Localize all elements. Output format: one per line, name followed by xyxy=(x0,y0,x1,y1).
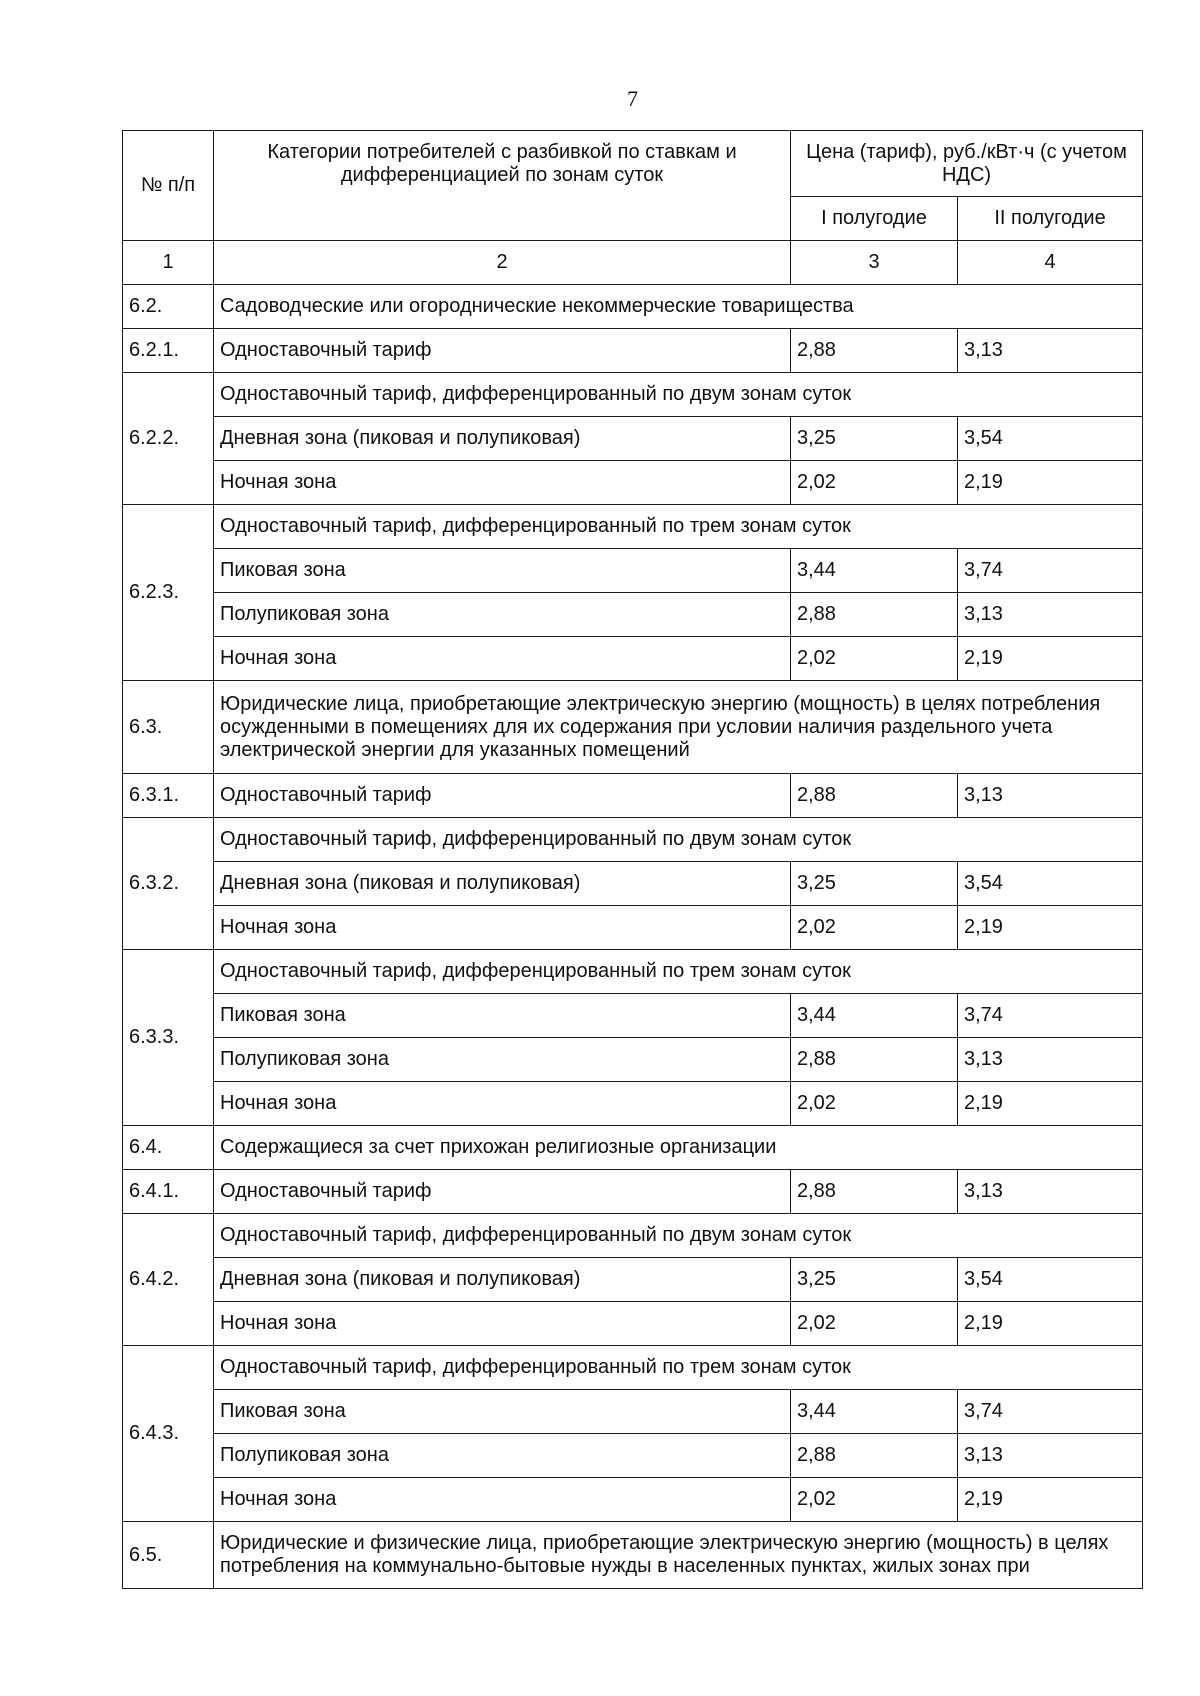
row-category: Одноставочный тариф xyxy=(214,1170,791,1214)
price-half1: 2,02 xyxy=(791,1478,958,1522)
zone-label: Пиковая зона xyxy=(214,549,791,593)
row-category: Одноставочный тариф, дифференцированный по двум зонам суток xyxy=(214,373,1143,417)
price-half2: 3,13 xyxy=(958,593,1143,637)
table-row xyxy=(123,1434,1143,1478)
row-number: 6.4.1. xyxy=(123,1170,214,1214)
table-row xyxy=(123,461,1143,505)
row-number: 6.3.3. xyxy=(123,950,214,1126)
price-half2: 2,19 xyxy=(958,461,1143,505)
price-half2: 3,74 xyxy=(958,1390,1143,1434)
row-category: Одноставочный тариф, дифференцированный по трем зонам суток xyxy=(214,1346,1143,1390)
zone-label: Ночная зона xyxy=(214,1082,791,1126)
table-row xyxy=(123,637,1143,681)
price-half2: 3,74 xyxy=(958,994,1143,1038)
row-category: Содержащиеся за счет прихожан религиозные организации xyxy=(214,1126,1143,1170)
row-number: 6.4.2. xyxy=(123,1214,214,1346)
row-category: Одноставочный тариф, дифференцированный по трем зонам суток xyxy=(214,950,1143,994)
header-category: Категории потребителей с разбивкой по ставкам и дифференциацией по зонам суток xyxy=(214,131,791,241)
row-number: 6.2.2. xyxy=(123,373,214,505)
zone-label: Дневная зона (пиковая и полупиковая) xyxy=(214,417,791,461)
row-category: Юридические лица, приобретающие электрическую энергию (мощность) в целях потребления осужденными в помещениях для их содержания при условии наличия раздельного учета электрической энергии для указанных помещений xyxy=(214,681,1143,774)
col-number: 4 xyxy=(958,241,1143,285)
price-half2: 3,13 xyxy=(958,1170,1143,1214)
header-price: Цена (тариф), руб./кВт·ч (с учетом НДС) xyxy=(791,131,1143,197)
price-half1: 2,02 xyxy=(791,461,958,505)
header-half1: I полугодие xyxy=(791,197,958,241)
row-category: Одноставочный тариф, дифференцированный по трем зонам суток xyxy=(214,505,1143,549)
price-half1: 2,88 xyxy=(791,1038,958,1082)
table-row xyxy=(123,373,1143,417)
price-half1: 2,02 xyxy=(791,637,958,681)
zone-label: Дневная зона (пиковая и полупиковая) xyxy=(214,1258,791,1302)
price-half2: 3,54 xyxy=(958,862,1143,906)
price-half1: 2,02 xyxy=(791,906,958,950)
zone-label: Пиковая зона xyxy=(214,994,791,1038)
header-half2: II полугодие xyxy=(958,197,1143,241)
price-half1: 3,44 xyxy=(791,1390,958,1434)
price-half1: 3,44 xyxy=(791,549,958,593)
header-no: № п/п xyxy=(123,131,214,241)
table-row xyxy=(123,1258,1143,1302)
price-half1: 3,25 xyxy=(791,862,958,906)
price-half1: 3,25 xyxy=(791,1258,958,1302)
zone-label: Ночная зона xyxy=(214,461,791,505)
price-half2: 3,13 xyxy=(958,1038,1143,1082)
zone-label: Полупиковая зона xyxy=(214,1434,791,1478)
table-row xyxy=(123,681,1143,774)
price-half2: 3,54 xyxy=(958,417,1143,461)
price-half2: 2,19 xyxy=(958,637,1143,681)
price-half1: 2,88 xyxy=(791,329,958,373)
table-row xyxy=(123,774,1143,818)
table-row xyxy=(123,906,1143,950)
zone-label: Ночная зона xyxy=(214,1478,791,1522)
table-row xyxy=(123,1478,1143,1522)
price-half1: 3,44 xyxy=(791,994,958,1038)
row-category: Одноставочный тариф xyxy=(214,329,791,373)
zone-label: Полупиковая зона xyxy=(214,593,791,637)
table-row xyxy=(123,1126,1143,1170)
row-number: 6.2. xyxy=(123,285,214,329)
price-half2: 2,19 xyxy=(958,1478,1143,1522)
price-half2: 2,19 xyxy=(958,1082,1143,1126)
table-row xyxy=(123,1214,1143,1258)
row-number: 6.2.1. xyxy=(123,329,214,373)
zone-label: Ночная зона xyxy=(214,906,791,950)
table-row xyxy=(123,818,1143,862)
row-number: 6.4.3. xyxy=(123,1346,214,1522)
zone-label: Полупиковая зона xyxy=(214,1038,791,1082)
price-half2: 3,13 xyxy=(958,1434,1143,1478)
row-category: Садоводческие или огороднические некоммерческие товарищества xyxy=(214,285,1143,329)
price-half2: 2,19 xyxy=(958,906,1143,950)
table-row xyxy=(123,1390,1143,1434)
row-number: 6.3.2. xyxy=(123,818,214,950)
price-half1: 3,25 xyxy=(791,417,958,461)
price-half2: 3,54 xyxy=(958,1258,1143,1302)
price-half1: 2,02 xyxy=(791,1082,958,1126)
table-row xyxy=(123,1522,1143,1589)
table-row xyxy=(123,994,1143,1038)
zone-label: Ночная зона xyxy=(214,1302,791,1346)
tariff-table xyxy=(122,130,1143,1589)
table-row xyxy=(123,1302,1143,1346)
zone-label: Ночная зона xyxy=(214,637,791,681)
header-row xyxy=(123,131,1143,197)
price-half2: 2,19 xyxy=(958,1302,1143,1346)
col-number: 3 xyxy=(791,241,958,285)
page-number: 7 xyxy=(627,86,638,111)
row-category: Юридические и физические лица, приобретающие электрическую энергию (мощность) в целях потребления на коммунально-бытовые нужды в населенных пунктах, жилых зонах при xyxy=(214,1522,1143,1589)
row-category: Одноставочный тариф, дифференцированный по двум зонам суток xyxy=(214,818,1143,862)
column-numbers-row xyxy=(123,241,1143,285)
zone-label: Дневная зона (пиковая и полупиковая) xyxy=(214,862,791,906)
table-row xyxy=(123,505,1143,549)
price-half1: 2,02 xyxy=(791,1302,958,1346)
table-row xyxy=(123,329,1143,373)
price-half2: 3,13 xyxy=(958,329,1143,373)
table-row xyxy=(123,1346,1143,1390)
table-row xyxy=(123,950,1143,994)
price-half2: 3,74 xyxy=(958,549,1143,593)
table-row xyxy=(123,1082,1143,1126)
price-half1: 2,88 xyxy=(791,1434,958,1478)
row-number: 6.3.1. xyxy=(123,774,214,818)
col-number: 1 xyxy=(123,241,214,285)
row-number: 6.2.3. xyxy=(123,505,214,681)
row-category: Одноставочный тариф xyxy=(214,774,791,818)
row-number: 6.4. xyxy=(123,1126,214,1170)
row-number: 6.5. xyxy=(123,1522,214,1589)
price-half2: 3,13 xyxy=(958,774,1143,818)
table-row xyxy=(123,285,1143,329)
table-row xyxy=(123,417,1143,461)
price-half1: 2,88 xyxy=(791,774,958,818)
price-half1: 2,88 xyxy=(791,593,958,637)
row-number: 6.3. xyxy=(123,681,214,774)
table-row xyxy=(123,549,1143,593)
price-half1: 2,88 xyxy=(791,1170,958,1214)
table-row xyxy=(123,862,1143,906)
table-row xyxy=(123,1170,1143,1214)
row-category: Одноставочный тариф, дифференцированный по двум зонам суток xyxy=(214,1214,1143,1258)
col-number: 2 xyxy=(214,241,791,285)
table-row xyxy=(123,1038,1143,1082)
zone-label: Пиковая зона xyxy=(214,1390,791,1434)
table-row xyxy=(123,593,1143,637)
